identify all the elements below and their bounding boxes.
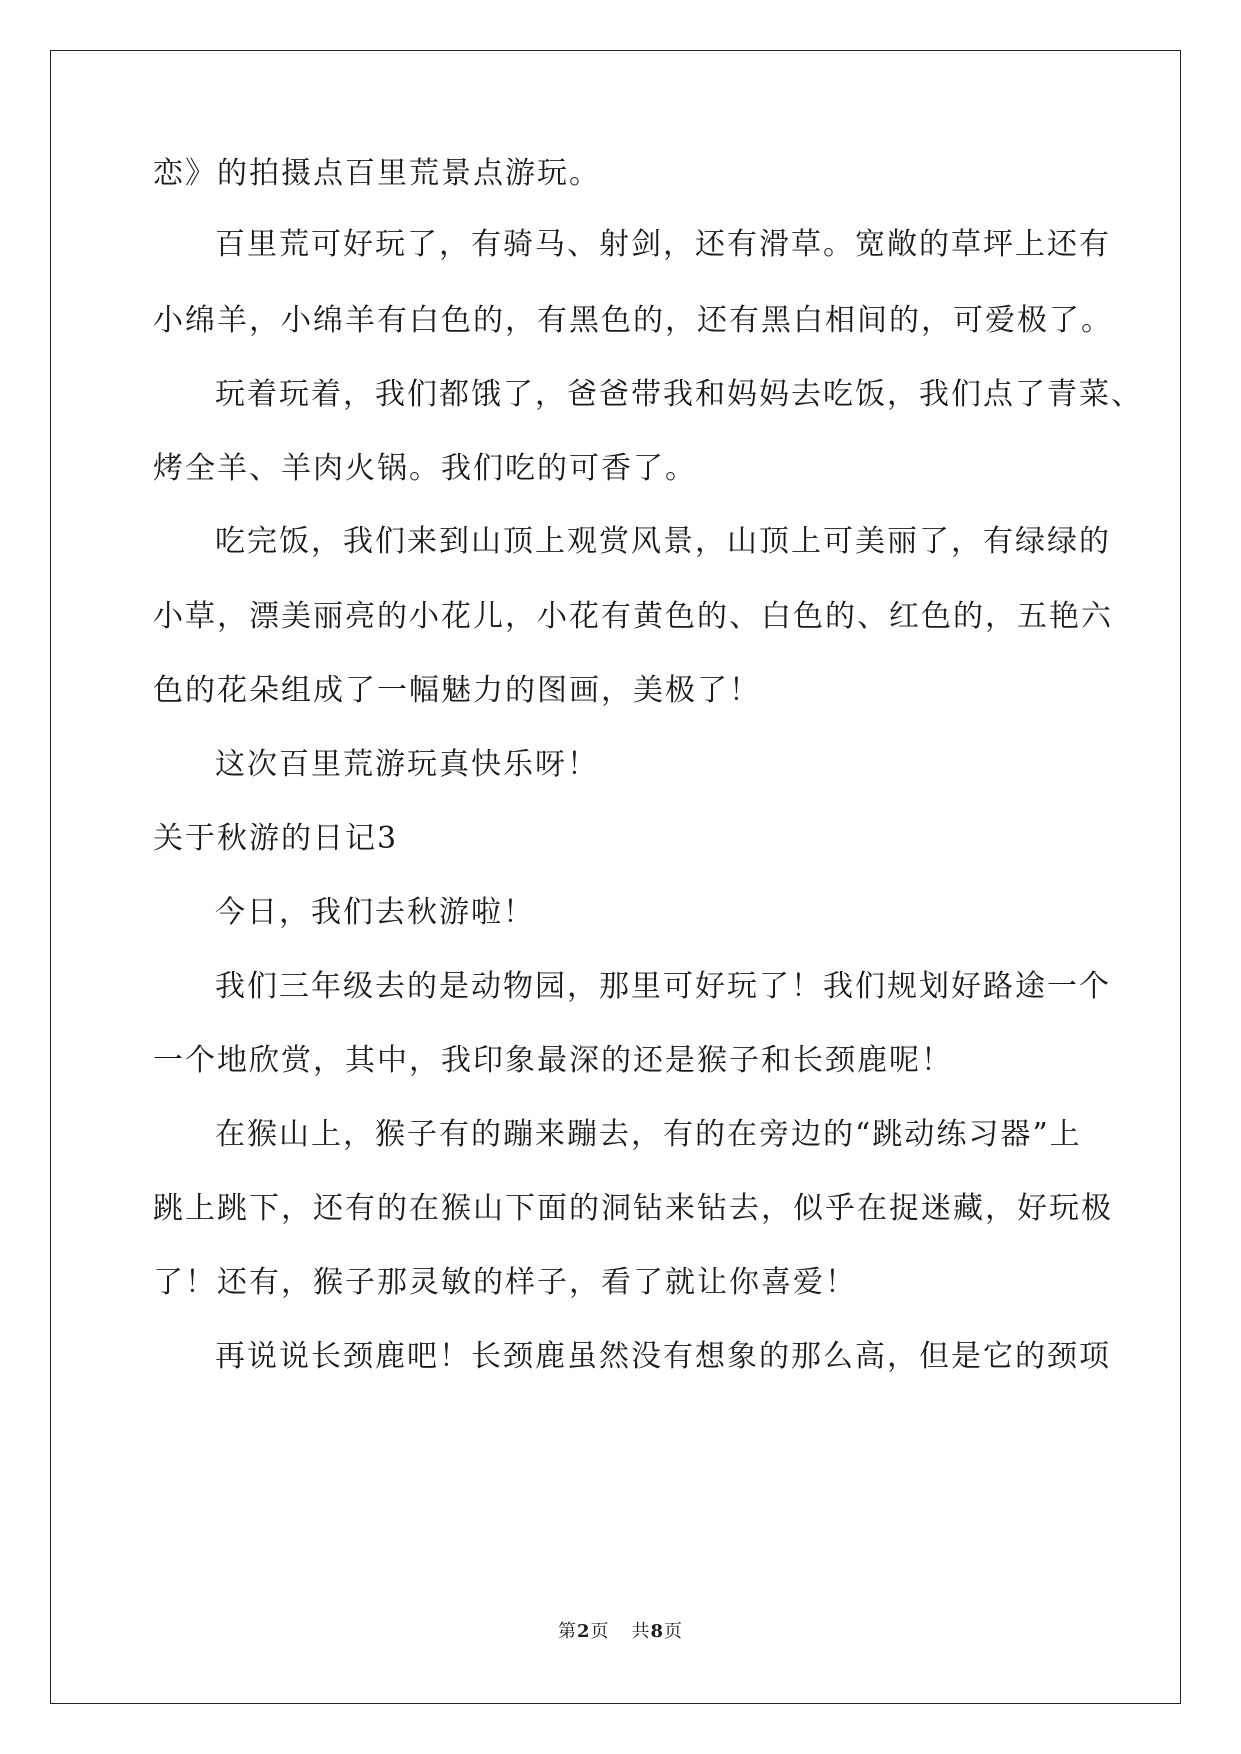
total-pages: 8 bbox=[650, 1621, 665, 1642]
text-line: 恋》的拍摄点百里荒景点游玩。 bbox=[153, 156, 601, 191]
section-heading: 关于秋游的日记3 bbox=[153, 821, 399, 856]
paragraph-start: 今日，我们去秋游啦！ bbox=[215, 895, 535, 930]
page-footer bbox=[0, 1620, 1241, 1644]
page-border bbox=[50, 50, 1181, 1704]
page-prefix: 第 bbox=[557, 1621, 577, 1642]
paragraph-start: 玩着玩着，我们都饿了，爸爸带我和妈妈去吃饭，我们点了青菜、 bbox=[215, 377, 1143, 412]
page-suffix: 页 bbox=[590, 1621, 610, 1642]
text-line: 小绵羊，小绵羊有白色的，有黑色的，还有黑白相间的，可爱极了。 bbox=[153, 303, 1113, 338]
text-line: 跳上跳下，还有的在猴山下面的洞钻来钻去，似乎在捉迷藏，好玩极 bbox=[153, 1191, 1113, 1226]
text-line: 烤全羊、羊肉火锅。我们吃的可香了。 bbox=[153, 451, 697, 486]
total-prefix: 共 bbox=[631, 1621, 651, 1642]
text-line: 了！还有，猴子那灵敏的样子，看了就让你喜爱！ bbox=[153, 1265, 857, 1300]
text-line: 色的花朵组成了一幅魅力的图画，美极了！ bbox=[153, 673, 761, 708]
paragraph-start: 在猴山上，猴子有的蹦来蹦去，有的在旁边的“跳动练习器”上 bbox=[215, 1117, 1082, 1152]
paragraph-start: 再说说长颈鹿吧！长颈鹿虽然没有想象的那么高，但是它的颈项 bbox=[215, 1339, 1111, 1374]
page-number: 2 bbox=[576, 1621, 591, 1642]
paragraph-start: 我们三年级去的是动物园，那里可好玩了！我们规划好路途一个 bbox=[215, 969, 1111, 1004]
paragraph-start: 吃完饭，我们来到山顶上观赏风景，山顶上可美丽了，有绿绿的 bbox=[215, 524, 1111, 559]
paragraph-start: 百里荒可好玩了，有骑马、射剑，还有滑草。宽敞的草坪上还有 bbox=[215, 227, 1111, 262]
total-suffix: 页 bbox=[664, 1621, 684, 1642]
text-line: 小草，漂美丽亮的小花儿，小花有黄色的、白色的、红色的，五艳六 bbox=[153, 599, 1113, 634]
text-line: 一个地欣赏，其中，我印象最深的还是猴子和长颈鹿呢！ bbox=[153, 1043, 953, 1078]
paragraph-start: 这次百里荒游玩真快乐呀！ bbox=[215, 747, 599, 782]
